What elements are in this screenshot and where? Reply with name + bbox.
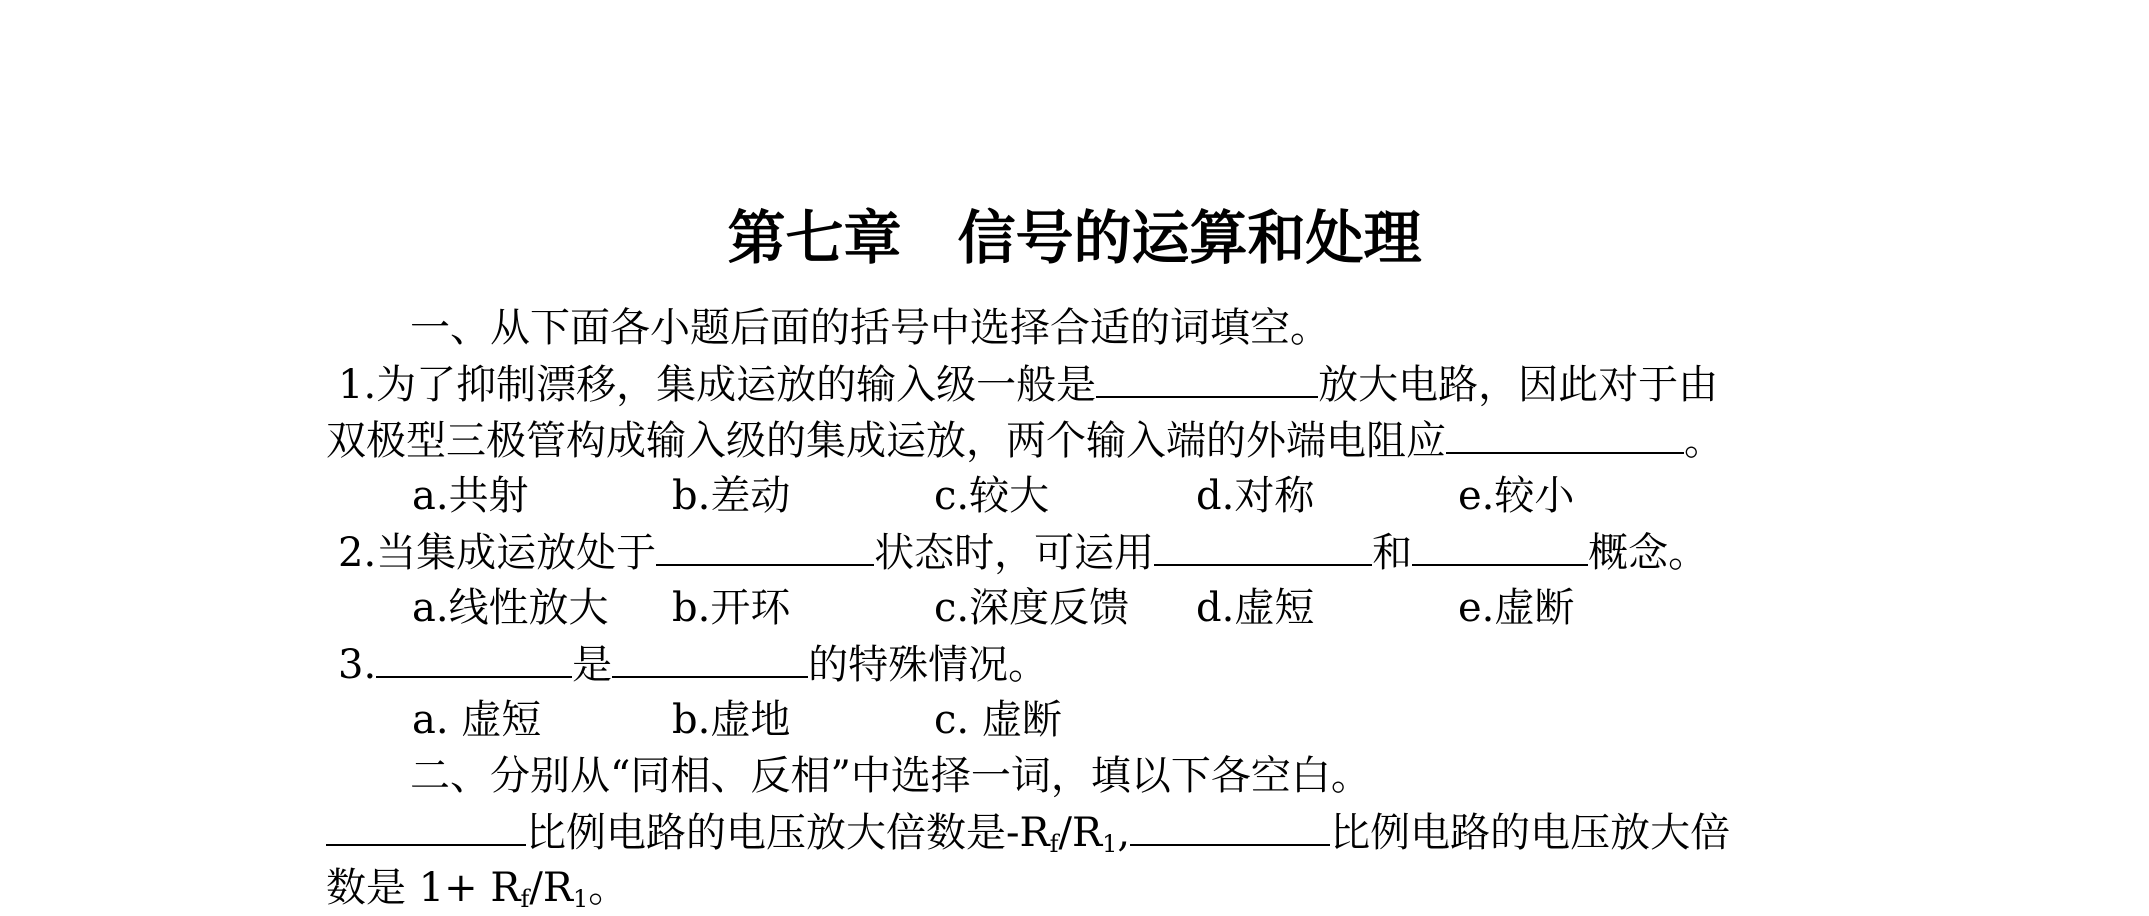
- q1-option-a: a.共射: [412, 473, 529, 519]
- q1-text-c: 双极型三极管构成输入级的集成运放，两个输入端的外端电阻应: [326, 418, 1446, 464]
- s2-text-c: ,: [1117, 810, 1131, 856]
- question-2-options: [0, 580, 2149, 636]
- s2-sub-f-1: f: [1049, 830, 1059, 858]
- q1-text-a: 1.为了抑制漂移，集成运放的输入级一般是: [338, 362, 1097, 408]
- question-1-line-1: [338, 356, 1718, 412]
- q2-blank-1: [656, 524, 874, 566]
- q2-option-e: e.虚断: [1458, 585, 1575, 631]
- q2-option-a: a.线性放大: [412, 585, 609, 631]
- section-2-line-1: [326, 804, 1730, 860]
- s2-sub-f-2: f: [520, 885, 530, 913]
- s2-sub-1-2: 1: [573, 885, 589, 913]
- q3-option-b: b.虚地: [672, 697, 791, 743]
- s2-text-f: /R: [529, 865, 573, 911]
- q3-text-b: 是: [572, 642, 613, 688]
- s2-text-e: 数是 1+ R: [326, 865, 521, 911]
- q2-text-a: 2.当集成运放处于: [338, 530, 657, 576]
- q1-blank-1: [1096, 356, 1318, 398]
- q3-blank-2: [612, 636, 808, 678]
- q1-text-b: 放大电路，因此对于由: [1318, 362, 1719, 408]
- q2-text-c: 和: [1372, 530, 1413, 576]
- question-3-options: [0, 692, 2149, 748]
- q2-blank-2: [1154, 524, 1372, 566]
- question-1-line-2: [326, 412, 1724, 468]
- q2-option-b: b.开环: [672, 585, 791, 631]
- s2-blank-1: [326, 804, 526, 846]
- s2-text-d: 比例电路的电压放大倍: [1330, 810, 1731, 856]
- q3-blank-1: [376, 636, 572, 678]
- question-1-options: [0, 468, 2149, 524]
- chapter-title: [0, 200, 2149, 276]
- q2-text-d: 概念。: [1588, 530, 1709, 576]
- q3-text-a: 3.: [338, 642, 377, 688]
- q1-option-e: e.较小: [1458, 473, 1575, 519]
- q2-text-b: 状态时，可运用: [874, 530, 1155, 576]
- q3-option-a: a. 虚短: [412, 697, 542, 743]
- q3-text-c: 的特殊情况。: [808, 642, 1049, 688]
- q2-option-d: d.虚短: [1196, 585, 1315, 631]
- section-1-heading: 一、从下面各小题后面的括号中选择合适的词填空。: [410, 305, 1330, 351]
- question-2-line: [338, 524, 1708, 580]
- s2-text-b: /R: [1058, 810, 1103, 856]
- q1-blank-2: [1446, 412, 1684, 454]
- chapter-number: 第七章: [727, 204, 902, 272]
- chapter-name: 信号的运算和处理: [957, 204, 1422, 272]
- q1-option-b: b.差动: [672, 473, 791, 519]
- q1-option-c: c.较大: [934, 473, 1050, 519]
- s2-sub-1-1: 1: [1102, 830, 1118, 858]
- s2-blank-2: [1130, 804, 1330, 846]
- section-2-heading: 二、分别从“同相、反相”中选择一词，填以下各空白。: [410, 753, 1371, 799]
- question-3-line: [338, 636, 1048, 692]
- s2-text-g: 。: [588, 865, 629, 911]
- q2-blank-3: [1412, 524, 1588, 566]
- section-2-line-2: [326, 860, 628, 916]
- q1-text-d: 。: [1684, 418, 1724, 464]
- q2-option-c: c.深度反馈: [934, 585, 1130, 631]
- s2-text-a: 比例电路的电压放大倍数是-R: [526, 810, 1050, 856]
- q1-option-d: d.对称: [1196, 473, 1315, 519]
- q3-option-c: c. 虚断: [934, 697, 1062, 743]
